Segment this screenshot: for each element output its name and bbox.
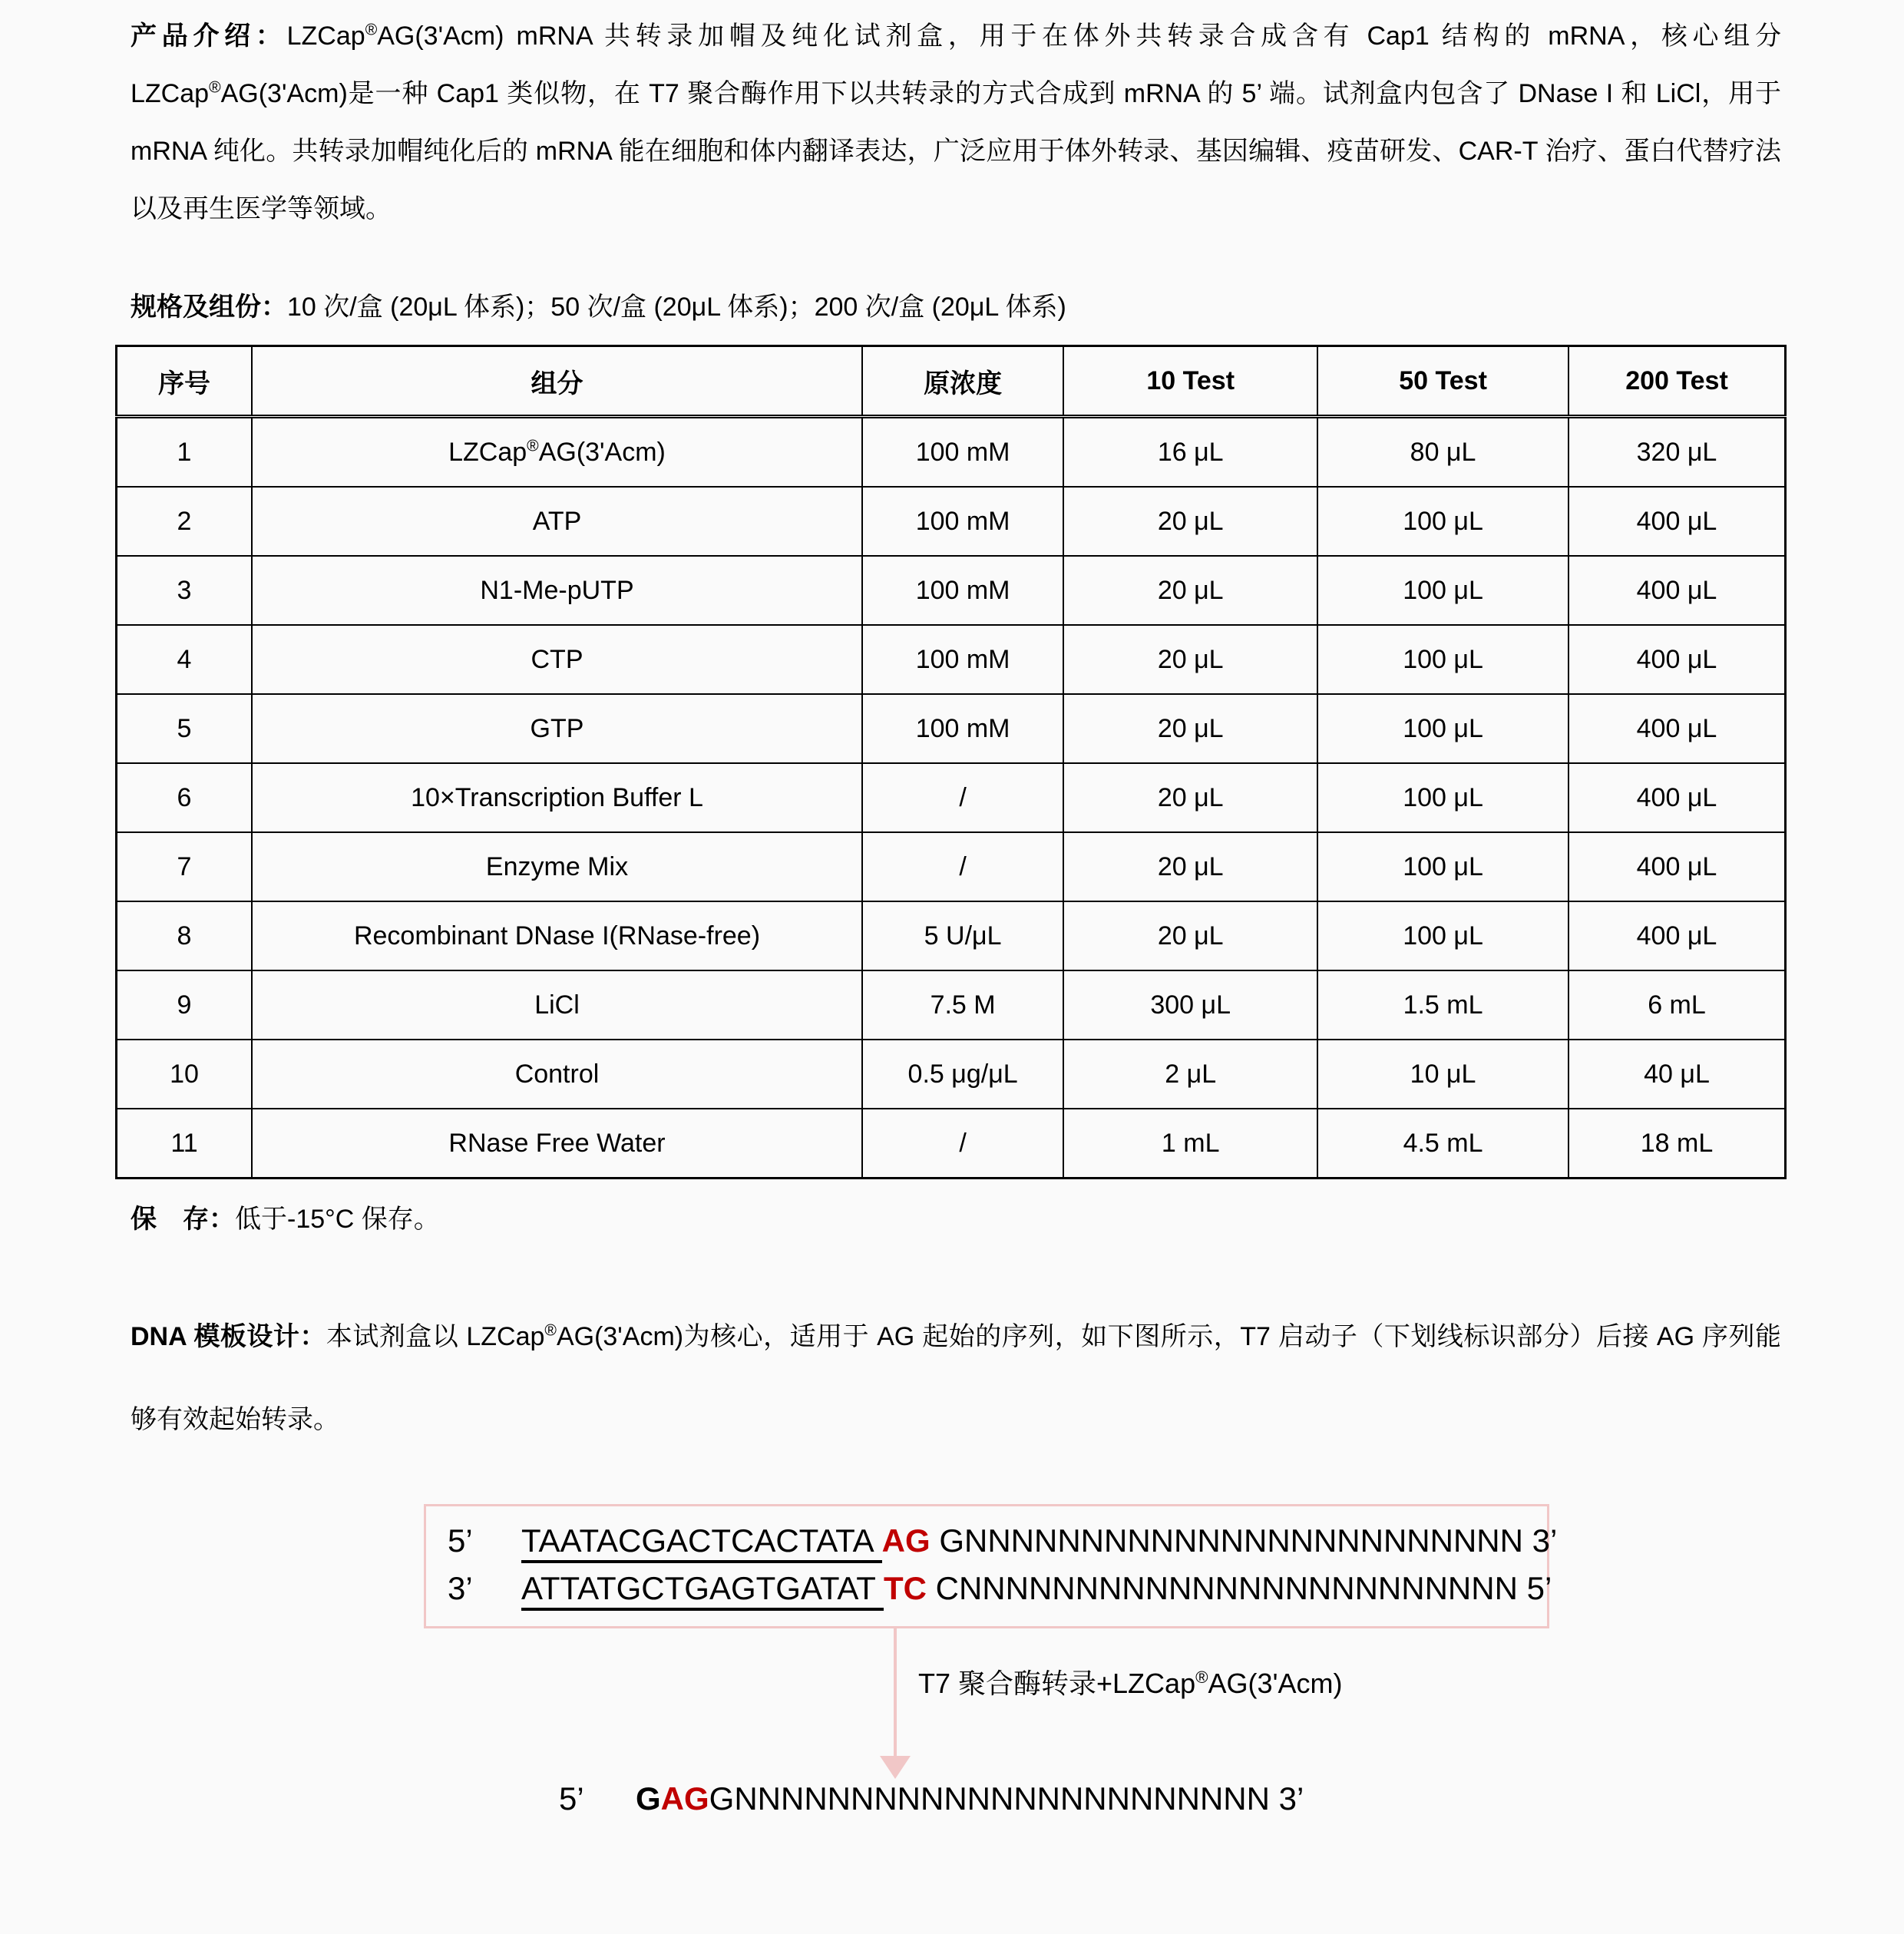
sense-tail-sequence: GNNNNNNNNNNNNNNNNNNNNNNNN 3’ xyxy=(930,1522,1558,1559)
table-row xyxy=(117,487,1786,556)
table-row xyxy=(117,1109,1786,1179)
cell-index: 10 xyxy=(117,1040,253,1109)
product-tail-sequence: GNNNNNNNNNNNNNNNNNNNNNNN 3’ xyxy=(709,1780,1304,1817)
registered-mark-icon: ® xyxy=(209,78,221,97)
cell-10test: 20 μL xyxy=(1063,901,1317,970)
cell-50test: 100 μL xyxy=(1317,625,1568,694)
cell-concentration: 0.5 μg/μL xyxy=(862,1040,1063,1109)
intro-text-2: AG(3'Acm) mRNA 共转录加帽及纯化试剂盒，用于在体外共转录合成含有 Cap1 结构的 mRNA，核心组分 LZCap xyxy=(131,21,1781,108)
cell-component: GTP xyxy=(252,694,862,763)
registered-mark-icon: ® xyxy=(1195,1668,1208,1687)
cell-concentration: 7.5 M xyxy=(862,970,1063,1040)
cell-200test: 400 μL xyxy=(1568,625,1786,694)
header-index: 序号 xyxy=(117,346,253,417)
cell-200test: 400 μL xyxy=(1568,763,1786,832)
storage-line xyxy=(131,1198,1781,1235)
cell-concentration: 5 U/μL xyxy=(862,901,1063,970)
cell-component: Enzyme Mix xyxy=(252,832,862,901)
product-cap-g: G xyxy=(636,1780,661,1817)
cell-200test: 400 μL xyxy=(1568,694,1786,763)
table-row xyxy=(117,694,1786,763)
product-ag-highlight: AG xyxy=(660,1780,709,1817)
header-component: 组分 xyxy=(252,346,862,417)
table-row xyxy=(117,832,1786,901)
component-text: LZCap xyxy=(448,437,527,467)
spec-label: 规格及组份： xyxy=(131,293,287,322)
arrow-down-line xyxy=(894,1627,897,1756)
cell-concentration: 100 mM xyxy=(862,556,1063,625)
table-row xyxy=(117,417,1786,488)
cell-index: 4 xyxy=(117,625,253,694)
cell-200test: 18 mL xyxy=(1568,1109,1786,1179)
cell-component: CTP xyxy=(252,625,862,694)
header-10test: 10 Test xyxy=(1063,346,1317,417)
cell-concentration: 100 mM xyxy=(862,487,1063,556)
intro-text-3: AG(3'Acm)是一种 Cap1 类似物，在 T7 聚合酶作用下以共转录的方式合成到 mRNA 的 5’ 端。试剂盒内包含了 DNase I 和 LiCl，用于 mRNA 纯化。共转录加帽纯化后的 mRNA 能在细胞和体内翻译表达，广泛应用于体外转录、基因编辑、疫苗研发、CAR-T 治疗、蛋白代替疗法以及再生医学等领域。 xyxy=(131,79,1781,223)
antisense-tail-sequence: CNNNNNNNNNNNNNNNNNNNNNNNN 5’ xyxy=(926,1570,1552,1606)
cell-index: 3 xyxy=(117,556,253,625)
table-row xyxy=(117,901,1786,970)
cell-concentration: / xyxy=(862,763,1063,832)
antisense-prefix: 3’ xyxy=(448,1570,473,1606)
storage-label: 保 存： xyxy=(131,1205,235,1234)
cell-index: 9 xyxy=(117,970,253,1040)
antisense-strand-line xyxy=(448,1565,1552,1612)
cell-50test: 80 μL xyxy=(1317,417,1568,488)
product-sequence-line xyxy=(559,1780,1304,1817)
cell-component: ATP xyxy=(252,487,862,556)
cell-50test: 1.5 mL xyxy=(1317,970,1568,1040)
components-table xyxy=(115,345,1787,1179)
cell-index: 7 xyxy=(117,832,253,901)
template-diagram xyxy=(115,1504,1789,1865)
cell-10test: 1 mL xyxy=(1063,1109,1317,1179)
cell-10test: 16 μL xyxy=(1063,417,1317,488)
cell-component: N1-Me-pUTP xyxy=(252,556,862,625)
cell-200test: 6 mL xyxy=(1568,970,1786,1040)
template-design-paragraph xyxy=(131,1295,1781,1461)
component-text: AG(3'Acm) xyxy=(538,437,666,467)
cell-component: 10×Transcription Buffer L xyxy=(252,763,862,832)
cell-concentration: 100 mM xyxy=(862,417,1063,488)
arrow-down-icon xyxy=(880,1756,911,1779)
t7-promoter-sequence: TAATACGACTCACTATA xyxy=(521,1522,882,1563)
sense-prefix: 5’ xyxy=(448,1522,473,1559)
cell-10test: 300 μL xyxy=(1063,970,1317,1040)
cell-index: 8 xyxy=(117,901,253,970)
t7-promoter-complement: ATTATGCTGAGTGATAT xyxy=(521,1570,884,1611)
table-row xyxy=(117,556,1786,625)
table-header-row xyxy=(117,346,1786,417)
cell-200test: 40 μL xyxy=(1568,1040,1786,1109)
antisense-tc-highlight: TC xyxy=(883,1570,927,1606)
table-row xyxy=(117,970,1786,1040)
cell-10test: 20 μL xyxy=(1063,763,1317,832)
cell-index: 6 xyxy=(117,763,253,832)
cell-50test: 100 μL xyxy=(1317,901,1568,970)
cell-10test: 20 μL xyxy=(1063,556,1317,625)
intro-paragraph xyxy=(131,8,1781,238)
table-row xyxy=(117,1040,1786,1109)
registered-mark-icon: ® xyxy=(365,21,378,39)
storage-text: 低于-15°C 保存。 xyxy=(235,1205,440,1234)
product-prefix: 5’ xyxy=(559,1780,584,1817)
cell-200test: 400 μL xyxy=(1568,556,1786,625)
cell-200test: 400 μL xyxy=(1568,487,1786,556)
cell-component xyxy=(252,417,862,488)
cell-50test: 100 μL xyxy=(1317,763,1568,832)
cell-index: 5 xyxy=(117,694,253,763)
cell-10test: 20 μL xyxy=(1063,625,1317,694)
intro-label: 产品介绍： xyxy=(131,21,287,51)
header-200test: 200 Test xyxy=(1568,346,1786,417)
cell-50test: 10 μL xyxy=(1317,1040,1568,1109)
cell-component: Recombinant DNase I(RNase-free) xyxy=(252,901,862,970)
sense-strand-line xyxy=(448,1517,1558,1565)
cell-50test: 100 μL xyxy=(1317,487,1568,556)
cell-10test: 20 μL xyxy=(1063,832,1317,901)
cell-concentration: 100 mM xyxy=(862,625,1063,694)
cell-200test: 320 μL xyxy=(1568,417,1786,488)
design-text-2: AG(3'Acm)为核心，适用于 AG 起始的序列，如下图所示，T7 启动子（下划线标识部分）后接 AG 序列能够有效起始转录。 xyxy=(131,1322,1781,1434)
sense-ag-highlight: AG xyxy=(881,1522,931,1559)
arrow-label-text-1: T7 聚合酶转录+LZCap xyxy=(918,1668,1196,1699)
design-text-1: 本试剂盒以 LZCap xyxy=(326,1322,545,1351)
cell-10test: 2 μL xyxy=(1063,1040,1317,1109)
spec-text: 10 次/盒 (20μL 体系)；50 次/盒 (20μL 体系)；200 次/盒 (20μL 体系) xyxy=(287,293,1066,322)
cell-50test: 100 μL xyxy=(1317,694,1568,763)
design-label: DNA 模板设计： xyxy=(131,1322,326,1351)
cell-index: 2 xyxy=(117,487,253,556)
cell-50test: 100 μL xyxy=(1317,832,1568,901)
cell-concentration: / xyxy=(862,1109,1063,1179)
registered-mark-icon: ® xyxy=(527,437,539,455)
cell-component: RNase Free Water xyxy=(252,1109,862,1179)
header-concentration: 原浓度 xyxy=(862,346,1063,417)
cell-50test: 4.5 mL xyxy=(1317,1109,1568,1179)
cell-200test: 400 μL xyxy=(1568,901,1786,970)
cell-10test: 20 μL xyxy=(1063,487,1317,556)
header-50test: 50 Test xyxy=(1317,346,1568,417)
table-row xyxy=(117,625,1786,694)
cell-10test: 20 μL xyxy=(1063,694,1317,763)
intro-text-1: LZCap xyxy=(286,21,365,51)
spec-line xyxy=(131,286,1781,323)
arrow-label xyxy=(918,1662,1342,1701)
cell-200test: 400 μL xyxy=(1568,832,1786,901)
arrow-label-text-2: AG(3'Acm) xyxy=(1208,1668,1343,1699)
cell-50test: 100 μL xyxy=(1317,556,1568,625)
registered-mark-icon: ® xyxy=(544,1321,557,1340)
cell-component: LiCl xyxy=(252,970,862,1040)
cell-index: 1 xyxy=(117,417,253,488)
cell-concentration: / xyxy=(862,832,1063,901)
cell-component: Control xyxy=(252,1040,862,1109)
table-row xyxy=(117,763,1786,832)
cell-index: 11 xyxy=(117,1109,253,1179)
cell-concentration: 100 mM xyxy=(862,694,1063,763)
sequence-box xyxy=(424,1504,1558,1628)
